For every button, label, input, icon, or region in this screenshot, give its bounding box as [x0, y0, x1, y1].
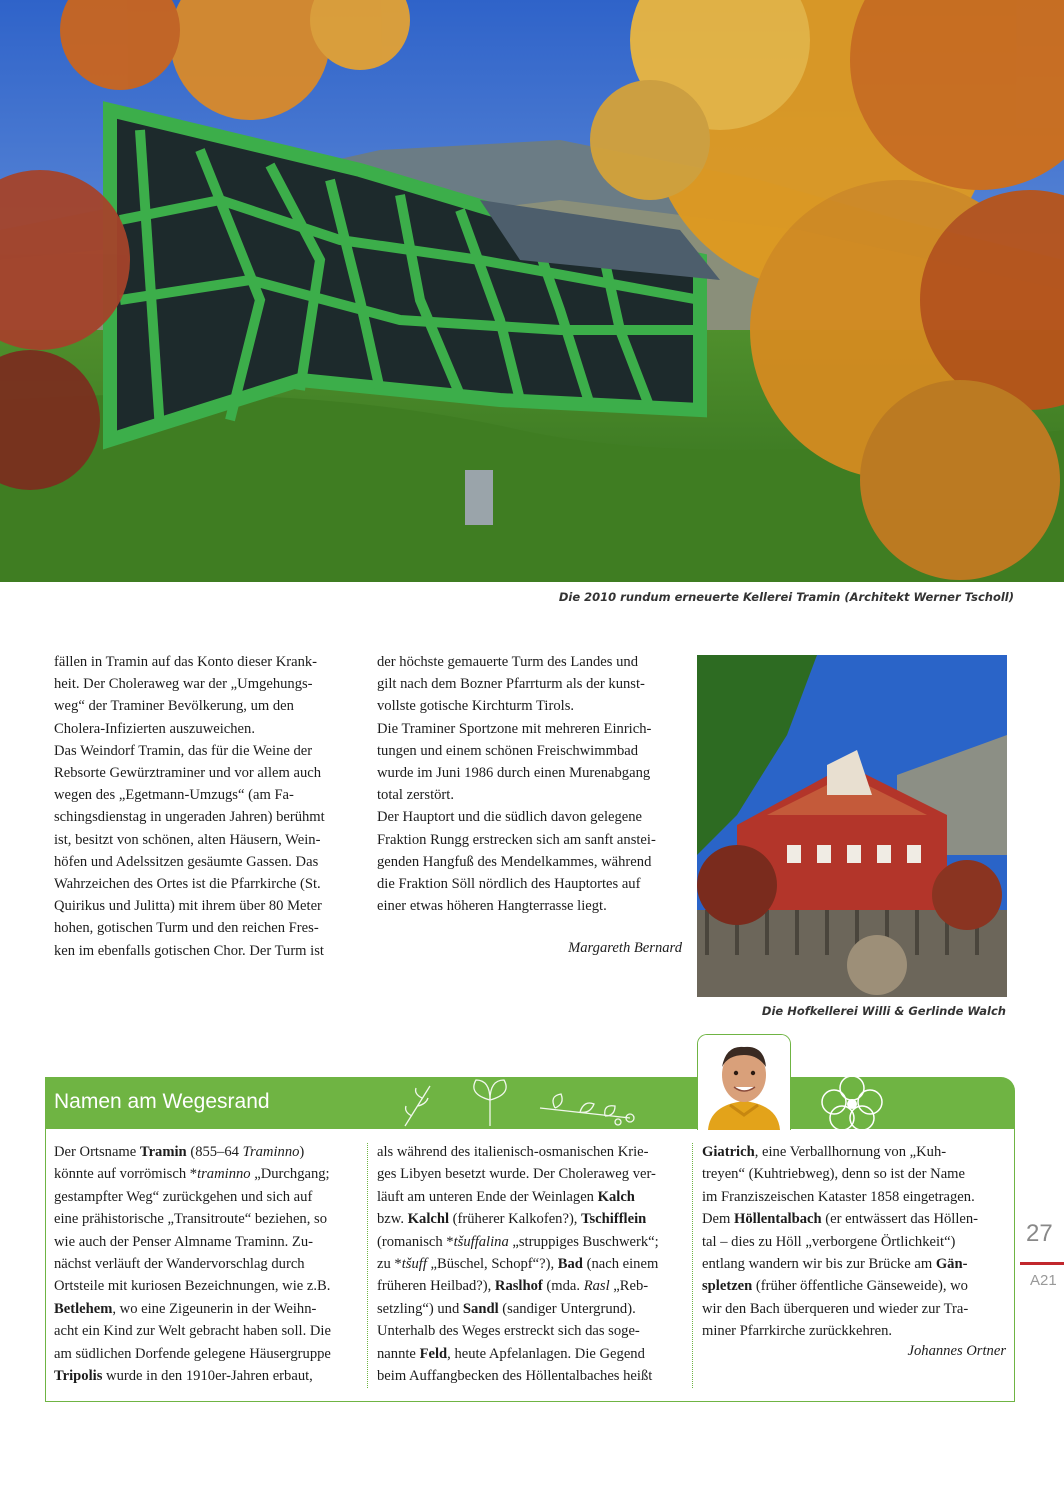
text-line: im Franziszeischen Kataster 1858 eingetragen.	[702, 1188, 975, 1205]
text-line: Giatrich, eine Verballhornung von „Kuh-	[702, 1144, 947, 1160]
text-line: heit. Der Choleraweg war der „Umgehungs-	[54, 676, 313, 693]
text-line: Tripolis wurde in den 1910er-Jahren erbaut,	[54, 1368, 313, 1385]
column-divider	[692, 1143, 693, 1388]
text-line: Wahrzeichen des Ortes ist die Pfarrkirche (St.	[54, 876, 321, 893]
text-line: gilt nach dem Bozner Pfarrturm als der kunst-	[377, 676, 645, 693]
flower-ornament	[814, 1074, 890, 1132]
text-line: Cholera-Infizierten auszuweichen.	[54, 720, 255, 737]
text-line: spletzen (früher öffentliche Gänseweide), wo	[702, 1278, 968, 1295]
text-line: Das Weindorf Tramin, das für die Weine der	[54, 742, 313, 759]
info-box-author: Johannes Ortner	[907, 1343, 1006, 1359]
text-line: setzling“) und Sandl (sandiger Untergrund).	[377, 1300, 636, 1317]
text-line: gestampfter Weg“ zurückgehen und sich auf	[54, 1188, 313, 1205]
text-line: Der Hauptort und die südlich davon gelegene	[377, 809, 643, 826]
info-box-column-3	[702, 1141, 1008, 1343]
author-portrait	[697, 1034, 791, 1130]
text-line: wurde im Juni 1986 durch einen Murenabgang	[377, 765, 651, 782]
info-box-title: Namen am Wegesrand	[54, 1090, 270, 1113]
page-number-rule	[1020, 1262, 1064, 1265]
text-line: Unterhalb des Weges erstreckt sich das soge-	[377, 1323, 640, 1340]
hero-photo	[0, 0, 1064, 582]
text-line: früheren Heilbad?), Raslhof (mda. Rasl „Reb-	[377, 1278, 649, 1295]
text-line: ken im ebenfalls gotischen Chor. Der Turm ist	[54, 942, 324, 959]
page-number: 27	[1026, 1220, 1053, 1247]
text-line: wir den Bach überqueren und wieder zur Tra-	[702, 1300, 969, 1317]
text-line: acht ein Kind zur Welt gebracht haben soll. Die	[54, 1323, 331, 1340]
text-line: tal – dies zu Höll „verborgene Örtlichkeit“)	[702, 1233, 956, 1250]
text-line: wie auch der Penser Almname Traminn. Zu-	[54, 1233, 313, 1250]
text-line: entlang wandern wir bis zur Brücke am Gän-	[702, 1256, 968, 1273]
text-line: miner Pfarrkirche zurückkehren.	[702, 1323, 893, 1340]
article-column-2	[377, 651, 683, 917]
text-line: der höchste gemauerte Turm des Landes und	[377, 654, 639, 670]
text-line: hohen, gotischen Turm und den reichen Fres-	[54, 920, 319, 937]
text-line: schingsdienstag in ungeraden Jahren) berühmt	[54, 809, 325, 826]
info-box-column-1	[54, 1141, 356, 1387]
text-line: genden Hangfuß des Mendelkammes, während	[377, 853, 652, 870]
text-line: bzw. Kalchl (früherer Kalkofen?), Tschifflein	[377, 1211, 647, 1228]
text-line: Fraktion Rungg erstrecken sich am sanft anstei-	[377, 831, 656, 848]
text-line: zu *tšuff „Büschel, Schopf“?), Bad (nach einem	[377, 1256, 659, 1273]
text-line: Betlehem, wo eine Zigeunerin in der Weihn-	[54, 1300, 317, 1317]
article-author: Margareth Bernard	[568, 940, 682, 956]
text-line: Dem Höllentalbach (er entwässert das Höllen-	[702, 1211, 979, 1228]
text-line: weg“ der Traminer Bevölkerung, um den	[54, 698, 294, 715]
text-line: läuft am unteren Ende der Weinlagen Kalch	[377, 1188, 635, 1205]
text-line: eine prähistorische „Transitroute“ beziehen, so	[54, 1211, 328, 1228]
text-line: einer etwas höheren Hangterrasse liegt.	[377, 898, 607, 915]
house-photo	[697, 655, 1007, 997]
text-line: nächst verläuft der Wandervorschlag durch	[54, 1256, 305, 1273]
hero-caption: Die 2010 rundum erneuerte Kellerei Tramin (Architekt Werner Tscholl)	[558, 590, 1014, 604]
text-line: (romanisch *tšuffalina „struppiges Buschwerk“;	[377, 1233, 659, 1250]
text-line: wegen des „Egetmann-Umzugs“ (am Fa-	[54, 787, 294, 804]
text-line: fällen in Tramin auf das Konto dieser Krank-	[54, 654, 318, 670]
text-line: Quirikus und Julitta) mit ihrem über 80 Meter	[54, 898, 322, 915]
house-photo-caption: Die Hofkellerei Willi & Gerlinde Walch	[761, 1004, 1006, 1018]
text-line: vollste gotische Kirchturm Tirols.	[377, 698, 575, 715]
text-line: nannte Feld, heute Apfelanlagen. Die Gegend	[377, 1345, 645, 1362]
text-line: Ortsteile mit kuriosen Bezeichnungen, wie z.B.	[54, 1278, 331, 1295]
botanical-ornament	[400, 1078, 700, 1130]
text-line: als während des italienisch-osmanischen Krie-	[377, 1144, 649, 1160]
text-line: am südlichen Dorfende gelegene Häusergruppe	[54, 1345, 331, 1362]
text-line: höfen und Adelssitzen gesäumte Gassen. Das	[54, 853, 319, 870]
text-line: Die Traminer Sportzone mit mehreren Einrich-	[377, 720, 652, 737]
text-line: ges Libyen besetzt wurde. Der Choleraweg ver-	[377, 1166, 656, 1183]
text-line: die Fraktion Söll nördlich des Hauptortes auf	[377, 876, 641, 893]
column-divider	[367, 1143, 368, 1388]
text-line: ist, besitzt von schönen, alten Häusern, Wein-	[54, 831, 321, 848]
text-line: Der Ortsname Tramin (855–64 Traminno)	[54, 1144, 305, 1160]
page-code: A21	[1030, 1272, 1057, 1289]
article-column-1	[54, 651, 346, 962]
text-line: könnte auf vorrömisch *traminno „Durchgang;	[54, 1166, 330, 1183]
text-line: tungen und einem schönen Freischwimmbad	[377, 742, 639, 759]
text-line: Rebsorte Gewürztraminer und vor allem auch	[54, 765, 322, 782]
text-line: beim Auffangbecken des Höllentalbaches heißt	[377, 1368, 653, 1385]
text-line: treyen“ (Kuhtriebweg), denn so ist der Name	[702, 1166, 966, 1183]
text-line: total zerstört.	[377, 787, 454, 804]
info-box-column-2	[377, 1141, 687, 1387]
